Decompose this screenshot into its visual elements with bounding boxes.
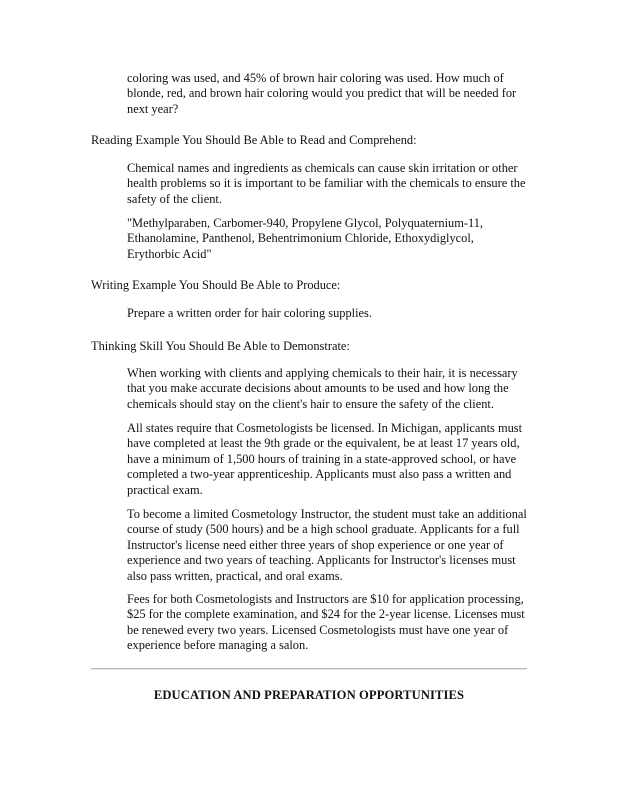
paragraph-chemical-safety: Chemical names and ingredients as chemicals can cause skin irritation or other health problems so it is important to be familiar with the chemicals to ensure the safety of the client. [127,161,526,206]
paragraph-prediction-question: coloring was used, and 45% of brown hair coloring was used. How much of blonde, red, and brown hair coloring would you predict that will be needed for next year? [127,71,517,116]
horizontal-rule [91,668,527,670]
reading-example-heading: Reading Example You Should Be Able to Read and Comprehend: [91,133,417,147]
paragraph-instructor-license: To become a limited Cosmetology Instructor, the student must take an additional course of study (500 hours) and be a high school graduate. Applicants for a full Instructor's license need either three years of shop experience or one year of experience and two years of teaching. Applicants for Instructor's licenses must also pass written, practical, and oral exams. [127,507,527,583]
paragraph-fees: Fees for both Cosmetologists and Instructors are $10 for application processing, $25 for the complete examination, and $24 for the 2-year license. Licenses must be renewed every two years. Licensed Cosmetologists must have one year of experience before managing a salon. [127,592,525,653]
paragraph-accurate-decisions: When working with clients and applying chemicals to their hair, it is necessary that you make accurate decisions about amounts to be used and how long the chemicals should stay on the client's hair to ensure the safety of the client. [127,366,518,411]
writing-example-heading: Writing Example You Should Be Able to Produce: [91,278,341,292]
section-heading: EDUCATION AND PREPARATION OPPORTUNITIES [153,688,465,702]
paragraph-licensing-requirements: All states require that Cosmetologists be licensed. In Michigan, applicants must have completed at least the 9th grade or the equivalent, be at least 17 years old, have a minimum of 1,500 hours of training in a state-approved school, or have completed a two-year apprenticeship. Applicants must also pass a written and practical exam. [127,421,523,497]
paragraph-ingredient-list: "Methylparaben, Carbomer-940, Propylene Glycol, Polyquaternium-11, Ethanolamine, Panthenol, Behentrimonium Chloride, Ethoxydiglycol, Erythorbic Acid" [127,216,484,261]
paragraph-written-order: Prepare a written order for hair coloring supplies. [127,306,372,320]
thinking-skill-heading: Thinking Skill You Should Be Able to Demonstrate: [91,339,350,353]
